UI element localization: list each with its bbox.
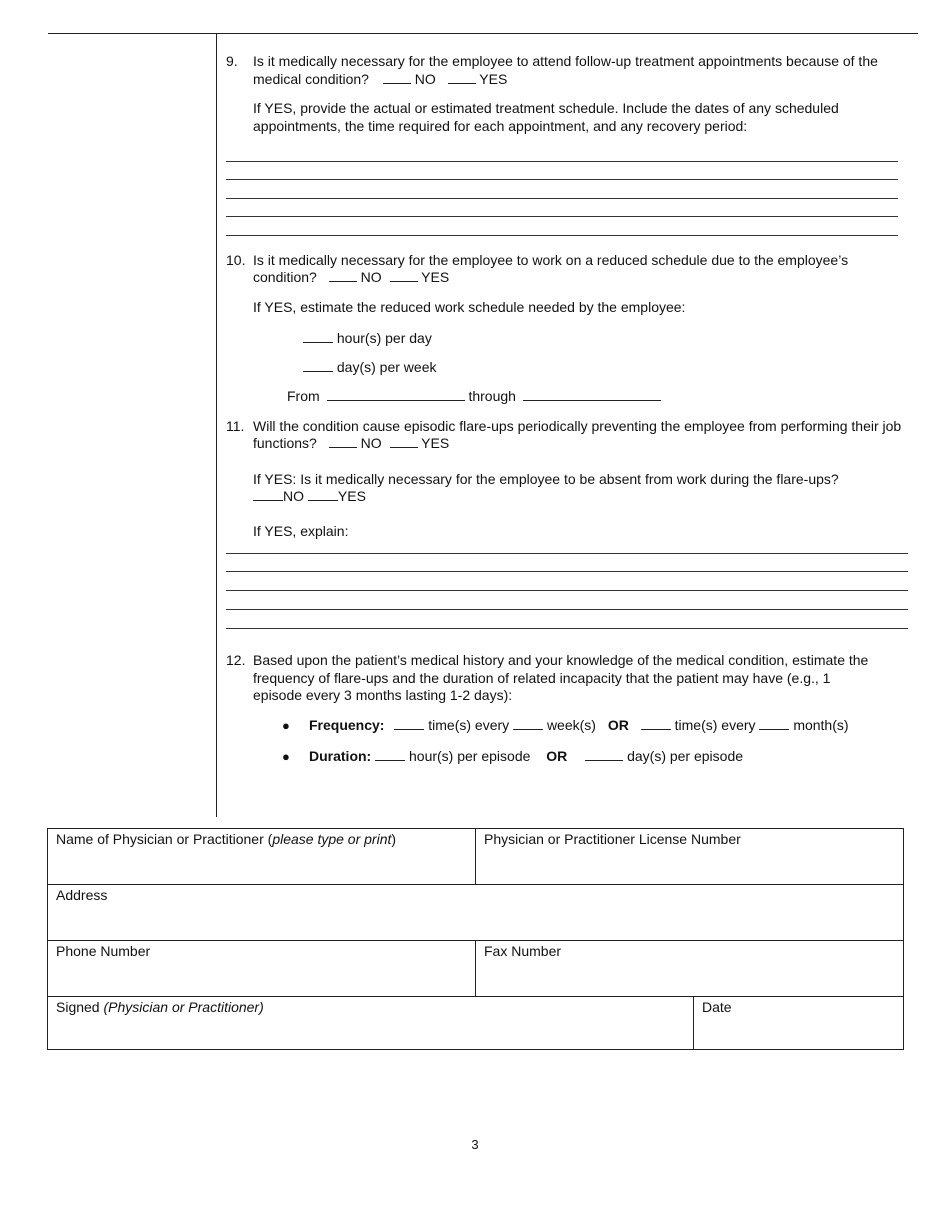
q12-duration-row: [309, 748, 743, 765]
q10-line2-prefix: condition?: [253, 269, 317, 285]
q12-weeks-label: week(s): [546, 717, 596, 733]
q10-if-yes: If YES, estimate the reduced work schedule needed by the employee:: [253, 299, 686, 315]
q11-if-yes-question: If YES: Is it medically necessary for the employee to be absent from work during the flare-ups?: [253, 471, 839, 487]
q11-absent-yes-label: YES: [337, 488, 366, 504]
q10-yes-blank[interactable]: [390, 269, 418, 282]
q9-line2-prefix: medical condition?: [253, 71, 369, 87]
q11-answer-line[interactable]: [226, 609, 908, 610]
practitioner-name-label: Name of Physician or Practitioner (: [56, 831, 273, 847]
q11-no-label: NO: [360, 435, 382, 451]
bullet-icon: ●: [282, 749, 290, 764]
q9-answer-line[interactable]: [226, 179, 898, 180]
q9-answer-line[interactable]: [226, 198, 898, 199]
address-label: Address: [56, 887, 108, 903]
q11-yes-label: YES: [421, 435, 450, 451]
top-rule: [48, 33, 918, 34]
phone-label: Phone Number: [56, 943, 151, 959]
q12-frequency-row: [309, 717, 849, 734]
q10-from-blank[interactable]: [327, 388, 465, 401]
q10-number: 10.: [226, 252, 246, 268]
q12-dur-hours-blank[interactable]: [375, 748, 405, 761]
q12-months-label: month(s): [793, 717, 849, 733]
q9-text-line1: Is it medically necessary for the employee to attend follow-up treatment appointments because of the: [253, 53, 878, 69]
q9-yes-label: YES: [479, 71, 508, 87]
q12-freq-months-blank[interactable]: [759, 717, 789, 730]
q9-answer-line[interactable]: [226, 235, 898, 236]
q12-duration-label: Duration:: [309, 748, 372, 764]
q12-freq-weeks-blank[interactable]: [513, 717, 543, 730]
q10-through-label: through: [468, 388, 516, 404]
q12-dur-days-blank[interactable]: [585, 748, 623, 761]
page-number: 3: [471, 1137, 479, 1152]
phone-field[interactable]: [48, 941, 476, 997]
q10-days-blank[interactable]: [303, 359, 333, 372]
practitioner-name-italic: please type or print: [272, 831, 392, 847]
q9-no-blank[interactable]: [383, 71, 411, 84]
q12-freq-times2-blank[interactable]: [641, 717, 671, 730]
q12-text-line3: episode every 3 months lasting 1-2 days):: [253, 687, 513, 703]
signed-label: Signed: [56, 999, 104, 1015]
left-column-divider: [216, 33, 217, 817]
q12-hours-per-label: hour(s) per episode: [409, 748, 531, 764]
q10-from-label: From: [287, 388, 320, 404]
q12-or-label: OR: [607, 717, 629, 733]
q9-if-yes-line1: If YES, provide the actual or estimated treatment schedule. Include the dates of any scheduled: [253, 100, 839, 116]
q11-line2-prefix: functions?: [253, 435, 317, 451]
q11-absent-yes-blank[interactable]: [308, 488, 338, 501]
fax-field[interactable]: [476, 941, 904, 997]
address-field[interactable]: [48, 885, 904, 941]
q10-no-label: NO: [360, 269, 382, 285]
q10-days-row: [303, 359, 436, 376]
q12-text-line2: frequency of flare-ups and the duration of related incapacity that the patient may have (e.g., 1: [253, 670, 831, 686]
q9-text-line2: [253, 71, 507, 88]
q12-times-every-label: time(s) every: [428, 717, 510, 733]
q10-date-range: [287, 388, 661, 405]
q11-number: 11.: [226, 418, 245, 434]
q9-number: 9.: [226, 53, 238, 69]
q11-answer-line[interactable]: [226, 553, 908, 554]
q10-hours-row: [303, 330, 432, 347]
q9-answer-line[interactable]: [226, 216, 898, 217]
q9-if-yes-line2: appointments, the time required for each appointment, and any recovery period:: [253, 118, 748, 134]
practitioner-name-close: ): [391, 831, 397, 847]
q11-explain-label: If YES, explain:: [253, 523, 349, 539]
q10-days-label: day(s) per week: [336, 359, 437, 375]
signed-italic: (Physician or Practitioner): [103, 999, 264, 1015]
license-number-field[interactable]: [476, 829, 904, 885]
license-number-label: Physician or Practitioner License Number: [484, 831, 741, 847]
q12-number: 12.: [226, 652, 246, 668]
q10-text-line2: [253, 269, 449, 286]
q9-yes-blank[interactable]: [448, 71, 476, 84]
q12-days-per-label: day(s) per episode: [627, 748, 744, 764]
q11-absent-no-blank[interactable]: [253, 488, 283, 501]
q10-text-line1: Is it medically necessary for the employee to work on a reduced schedule due to the employee’s: [253, 252, 849, 268]
q11-text-line1: Will the condition cause episodic flare-ups periodically preventing the employee from performing their job: [253, 418, 902, 434]
q11-no-blank[interactable]: [329, 435, 357, 448]
q11-absent-answers: [253, 488, 366, 505]
q12-freq-times-blank[interactable]: [394, 717, 424, 730]
q9-no-label: NO: [414, 71, 436, 87]
q11-answer-line[interactable]: [226, 590, 908, 591]
q10-hours-label: hour(s) per day: [336, 330, 432, 346]
q10-through-blank[interactable]: [523, 388, 661, 401]
q11-answer-line[interactable]: [226, 571, 908, 572]
signature-field[interactable]: [48, 997, 694, 1050]
bullet-icon: ●: [282, 718, 290, 733]
q12-frequency-label: Frequency:: [309, 717, 385, 733]
q11-answer-line[interactable]: [226, 628, 908, 629]
q12-or2-label: OR: [546, 748, 568, 764]
q10-no-blank[interactable]: [329, 269, 357, 282]
q12-times-every2-label: time(s) every: [674, 717, 756, 733]
q9-answer-line[interactable]: [226, 161, 898, 162]
q11-absent-no-label: NO: [283, 488, 304, 504]
q11-yes-blank[interactable]: [390, 435, 418, 448]
practitioner-info-table: [47, 828, 904, 1050]
date-field[interactable]: [694, 997, 904, 1050]
q11-text-line2: [253, 435, 449, 452]
practitioner-name-field[interactable]: [48, 829, 476, 885]
q10-hours-blank[interactable]: [303, 330, 333, 343]
fax-label: Fax Number: [484, 943, 562, 959]
q10-yes-label: YES: [421, 269, 450, 285]
q12-text-line1: Based upon the patient’s medical history and your knowledge of the medical condition, estimate the: [253, 652, 869, 668]
date-label: Date: [702, 999, 732, 1015]
